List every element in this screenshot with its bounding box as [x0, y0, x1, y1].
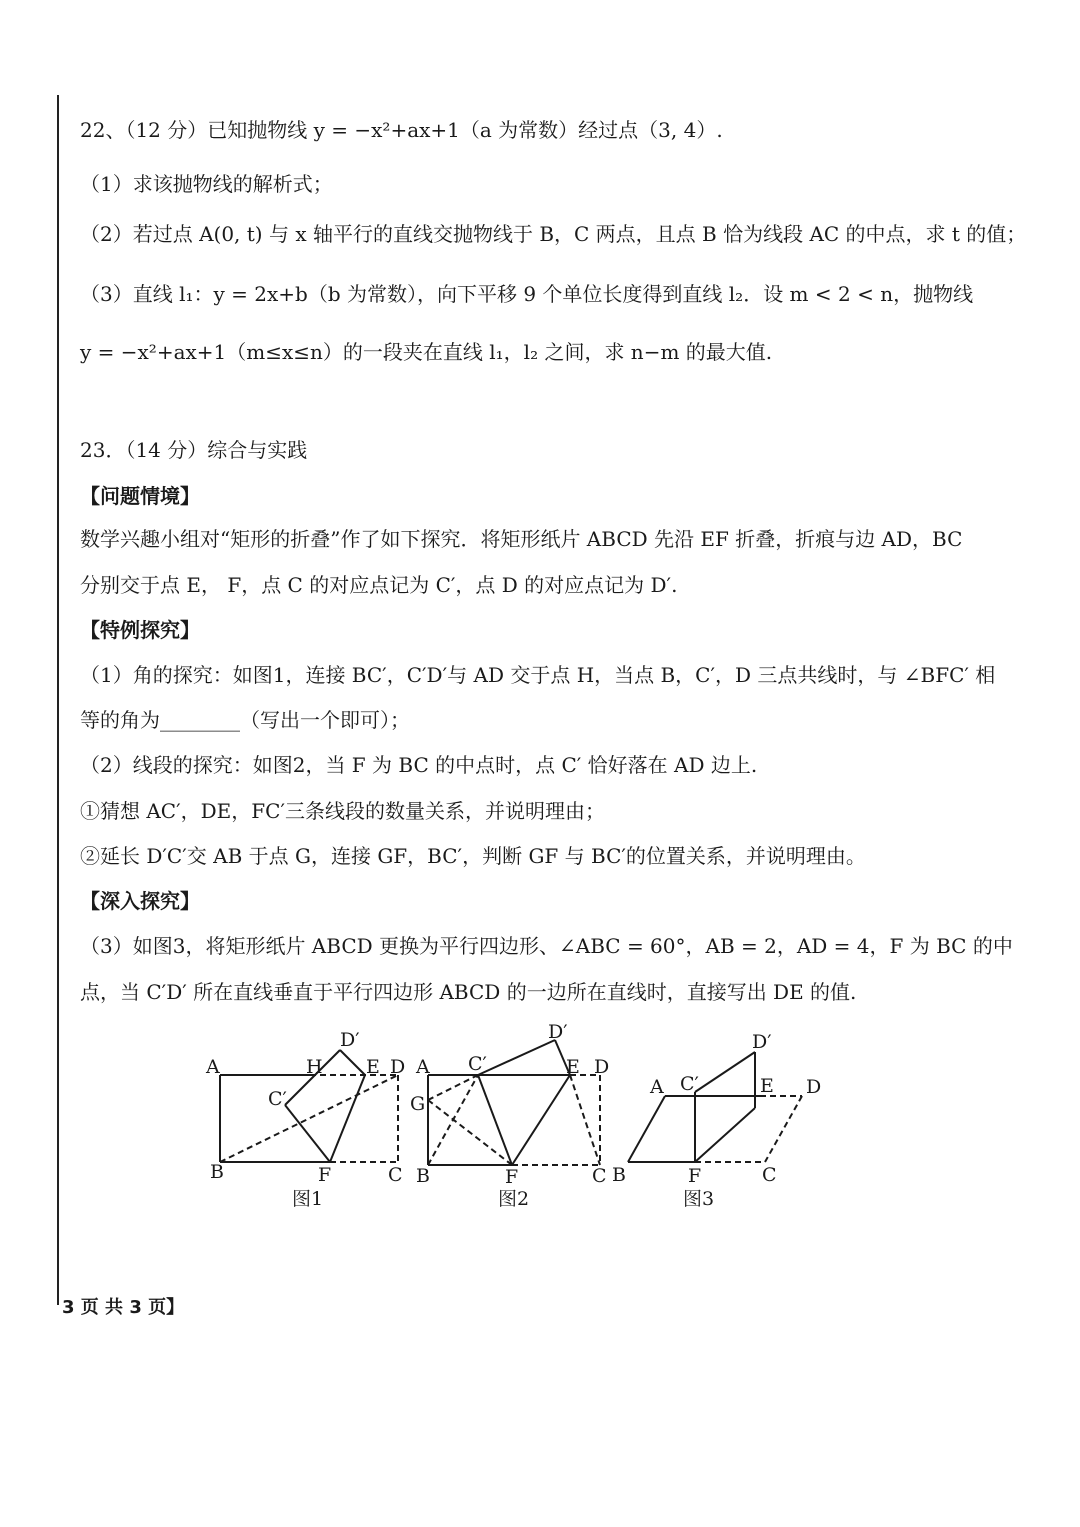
fig3-label-a: A: [650, 1076, 664, 1098]
fig3-caption: 图3: [683, 1188, 715, 1210]
section-special-case: 【特例探究】: [80, 618, 200, 642]
page-footer: 3 页 共 3 页】: [62, 1297, 185, 1318]
fig1-label-a: A: [206, 1056, 220, 1078]
fig1-label-f: F: [318, 1164, 332, 1186]
q22-part2: （2）若过点 A(0, t) 与 x 轴平行的直线交抛物线于 B，C 两点，且点 B 恰为线段 AC 的中点，求 t 的值；: [80, 222, 1027, 246]
fig3-label-d: D: [806, 1076, 822, 1098]
fig2-label-c-prime: C′: [468, 1053, 487, 1075]
fig3-label-c-prime: C′: [680, 1073, 699, 1095]
fig1-label-c-prime: C′: [268, 1088, 287, 1110]
q23-title: 23．（14 分）综合与实践: [80, 438, 308, 462]
fig2-label-c: C: [592, 1165, 607, 1187]
q22-part1: （1）求该抛物线的解析式；: [80, 172, 333, 196]
fig1-label-b: B: [210, 1161, 224, 1183]
fig3-label-e: E: [760, 1075, 774, 1097]
figure-3: [628, 1052, 802, 1162]
fig2-label-e: E: [566, 1056, 580, 1078]
q22-part3-line1: （3）直线 l₁：y = 2x+b（b 为常数），向下平移 9 个单位长度得到直线 l₂．设 m < 2 < n，抛物线: [80, 282, 974, 306]
fig2-label-d: D: [594, 1056, 610, 1078]
q22-title: 22、（12 分）已知抛物线 y = −x²+ax+1（a 为常数）经过点（3, 4）.: [80, 118, 723, 142]
fig2-label-f: F: [505, 1166, 519, 1188]
q23-part3-line1: （3）如图3，将矩形纸片 ABCD 更换为平行四边形、∠ABC = 60°，AB = 2，AD = 4，F 为 BC 的中: [80, 934, 1013, 958]
fig2-label-d-prime: D′: [548, 1021, 568, 1043]
q23-part2-ii: ②延长 D′C′交 AB 于点 G，连接 GF，BC′，判断 GF 与 BC′的位置关系，并说明理由。: [80, 844, 866, 868]
fig1-label-d-prime: D′: [340, 1029, 360, 1051]
fig3-label-f: F: [688, 1165, 702, 1187]
q23-intro-line1: 数学兴趣小组对“矩形的折叠”作了如下探究．将矩形纸片 ABCD 先沿 EF 折叠，折痕与边 AD，BC: [80, 527, 963, 551]
q23-part2-i: ①猜想 AC′，DE，FC′三条线段的数量关系，并说明理由；: [80, 799, 605, 823]
q23-part2: （2）线段的探究：如图2，当 F 为 BC 的中点时，点 C′ 恰好落在 AD 边上.: [80, 753, 758, 777]
fig2-label-a: A: [416, 1056, 430, 1078]
q23-part1-line2: 等的角为________（写出一个即可）；: [80, 708, 410, 732]
q23-intro-line2: 分别交于点 E， F，点 C 的对应点记为 C′，点 D 的对应点记为 D′.: [80, 573, 678, 597]
fig1-caption: 图1: [292, 1188, 324, 1210]
fig1-label-e: E: [366, 1056, 380, 1078]
figures: [0, 1020, 1080, 1220]
fig3-label-d-prime: D′: [752, 1031, 772, 1053]
fig1-label-d: D: [390, 1056, 406, 1078]
fig1-label-c: C: [388, 1164, 403, 1186]
fig1-label-h: H: [306, 1056, 323, 1078]
fig2-caption: 图2: [498, 1188, 530, 1210]
q23-part1-line1: （1）角的探究：如图1，连接 BC′，C′D′与 AD 交于点 H，当点 B，C′，D 三点共线时，与 ∠BFC′ 相: [80, 663, 996, 687]
section-deep-exploration: 【深入探究】: [80, 889, 200, 913]
section-problem-context: 【问题情境】: [80, 484, 200, 508]
fig3-label-c: C: [762, 1164, 777, 1186]
q22-part3-line2: y = −x²+ax+1（m≤x≤n）的一段夹在直线 l₁，l₂ 之间，求 n−m 的最大值.: [80, 340, 773, 364]
fig2-label-b: B: [416, 1165, 430, 1187]
q23-part3-line2: 点，当 C′D′ 所在直线垂直于平行四边形 ABCD 的一边所在直线时，直接写出 DE 的值.: [80, 980, 857, 1004]
fig2-label-g: G: [410, 1093, 426, 1115]
fig3-label-b: B: [612, 1164, 626, 1186]
